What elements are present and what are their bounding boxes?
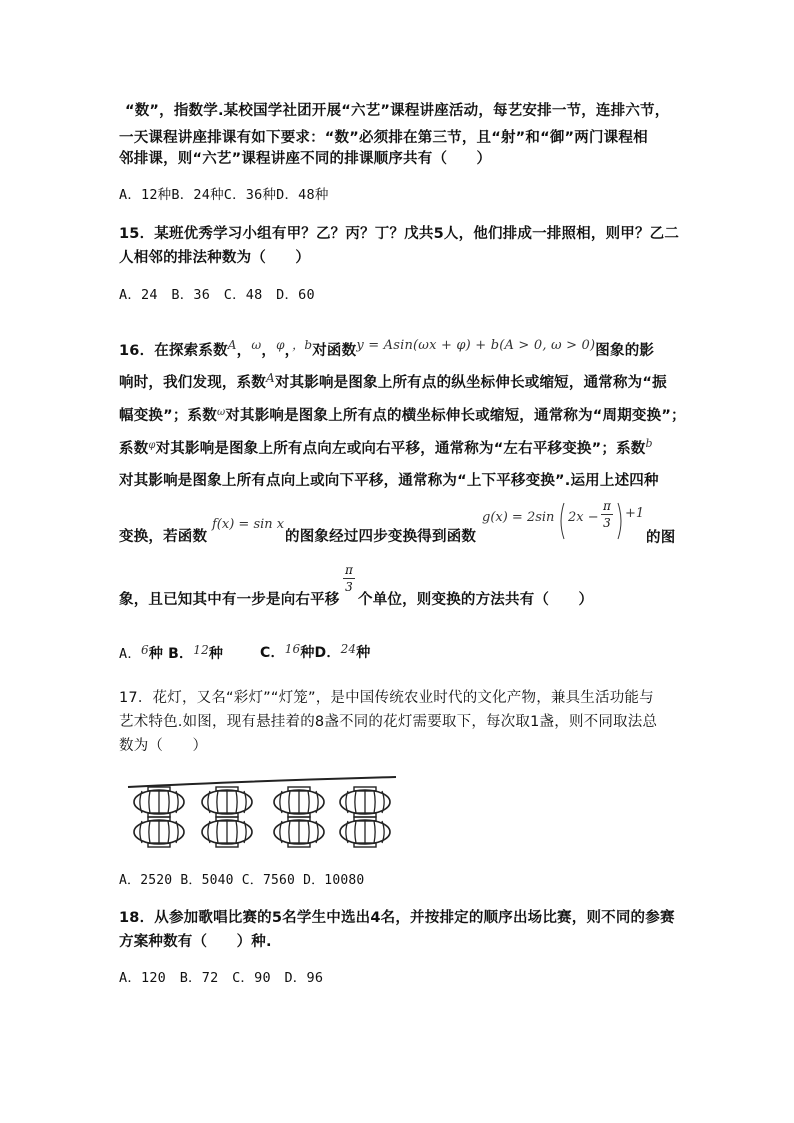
lantern-group <box>134 787 390 847</box>
opt-b-unit: 种 <box>208 646 224 662</box>
fraction-bar-b <box>343 578 355 579</box>
q16-line-2b: 对其影响是图象上所有点的纵坐标伸长或缩短，通常称为“振 <box>274 375 667 391</box>
opt-d-unit: 种 <box>356 645 371 661</box>
q16-line-2 <box>119 371 667 392</box>
q16-line-3b: 对其影响是图象上所有点的横坐标伸长或缩短，通常称为“周期变换”； <box>225 408 686 424</box>
opt-a-label: A． <box>119 646 142 662</box>
q16-line-4 <box>119 437 653 458</box>
q16-line-7b: 个单位，则变换的方法共有（ ） <box>358 592 594 608</box>
q14-line-2: 一天课程讲座排课有如下要求：“数”必须排在第三节，且“射”和“御”两门课程相 <box>119 130 648 146</box>
symbol-phi-2: φ <box>148 440 156 451</box>
q16-line-6b: 的图象经过四步变换得到函数 <box>285 529 477 545</box>
q16-line-4a: 系数 <box>119 441 149 457</box>
opt-a-number: 6 <box>141 643 149 657</box>
symbol-b: ，b <box>292 338 313 352</box>
opt-c-label: C． <box>260 645 285 661</box>
symbol-a: A <box>227 338 237 352</box>
q15-line-2: 人相邻的排法种数为（ ） <box>119 250 311 266</box>
lantern-icon <box>340 817 390 847</box>
lantern-icon <box>274 817 324 847</box>
formula-y: y = Asin(ωx + φ) + b(A > 0, ω > 0) <box>356 338 596 353</box>
formula-f: f(x) = sin x <box>212 517 285 532</box>
q17-line-3: 数为（ ） <box>119 738 208 754</box>
q15-options: A．24 B．36 C．48 D．60 <box>119 287 315 303</box>
q16-line-7a: 象，且已知其中有一步是向右平移 <box>119 592 340 608</box>
lantern-icon <box>274 787 324 817</box>
three-denominator-b: 3 <box>345 580 353 594</box>
pi-numerator: π <box>603 499 611 513</box>
q16-line-6a: 变换，若函数 <box>119 529 208 545</box>
q16-line-5: 对其影响是图象上所有点向上或向下平移，通常称为“上下平移变换”.运用上述四种 <box>119 473 659 489</box>
opt-d-number: 24 <box>340 642 357 656</box>
fraction-pi-over-3-b <box>343 563 355 594</box>
q16-line-3 <box>119 404 686 425</box>
lantern-icon <box>134 817 184 847</box>
symbol-a-2: A <box>266 371 275 385</box>
symbol-omega: ω <box>251 338 262 352</box>
formula-g-left: g(x) = 2sin <box>482 510 555 525</box>
q16-options-cd <box>260 642 370 662</box>
q16-line-3a: 幅变换”；系数 <box>119 408 217 424</box>
formula-g-inner: 2x − <box>568 510 599 525</box>
sep-2: ， <box>261 343 277 359</box>
opt-b-number: 12 <box>193 643 209 657</box>
q17-line-1: 17．花灯，又名“彩灯”“灯笼”，是中国传统农业时代的文化产物，兼具生活功能与 <box>119 690 654 706</box>
formula-g-right: +1 <box>625 506 645 521</box>
q16-intro-text: 16．在探索系数 <box>119 343 228 359</box>
lanterns-figure <box>126 773 398 853</box>
q18-line-1: 18．从参加歌唱比赛的5名学生中选出4名，并按排定的顺序出场比赛，则不同的参赛 <box>119 910 675 926</box>
q16-text-function: 对函数 <box>312 343 357 359</box>
q18-line-2: 方案种数有（ ）种. <box>119 934 272 950</box>
lantern-icon <box>340 787 390 817</box>
symbol-phi: φ <box>276 338 285 352</box>
q16-line-6c: 的图 <box>646 530 676 546</box>
q16-line-1 <box>119 336 654 360</box>
symbol-b-2: b <box>645 437 653 450</box>
lantern-icon <box>134 787 184 817</box>
sep-3: ， <box>284 343 293 359</box>
q16-options <box>119 642 223 663</box>
q16-line-4b: 对其影响是图象上所有点向左或向右平移，通常称为“左右平移变换”；系数 <box>155 441 646 457</box>
q18-options: A．120 B．72 C．90 D．96 <box>119 970 324 986</box>
q16-text-image: 图象的影 <box>595 343 655 359</box>
q15-line-1: 15．某班优秀学习小组有甲？乙？丙？丁？戊共5人，他们排成一排照相，则甲？乙二 <box>119 226 680 242</box>
three-denominator: 3 <box>603 516 611 530</box>
pi-numerator-b: π <box>345 563 353 577</box>
q14-options: A．12种B．24种C．36种D．48种 <box>119 187 329 203</box>
sep-1: ， <box>236 343 252 359</box>
fraction-pi-over-3 <box>601 499 613 530</box>
q17-line-2: 艺术特色.如图，现有悬挂着的8盏不同的花灯需要取下，每次取1盏，则不同取法总 <box>119 714 658 730</box>
symbol-omega-2: ω <box>216 407 226 418</box>
q14-line-3: 邻排课，则“六艺”课程讲座不同的排课顺序共有（ ） <box>119 151 492 167</box>
q16-line-2a: 响时，我们发现，系数 <box>119 375 266 391</box>
lantern-icon <box>202 787 252 817</box>
q14-line-1: “数”，指数学.某校国学社团开展“六艺”课程讲座活动，每艺安排一节，连排六节， <box>125 103 670 119</box>
opt-c-unit: 种D． <box>300 645 341 661</box>
opt-a-unit: 种 B． <box>148 646 194 662</box>
lantern-icon <box>202 817 252 847</box>
fraction-bar <box>601 514 613 515</box>
q17-options: A．2520 B．5040 C．7560 D．10080 <box>119 873 365 888</box>
opt-c-number: 16 <box>284 642 301 656</box>
